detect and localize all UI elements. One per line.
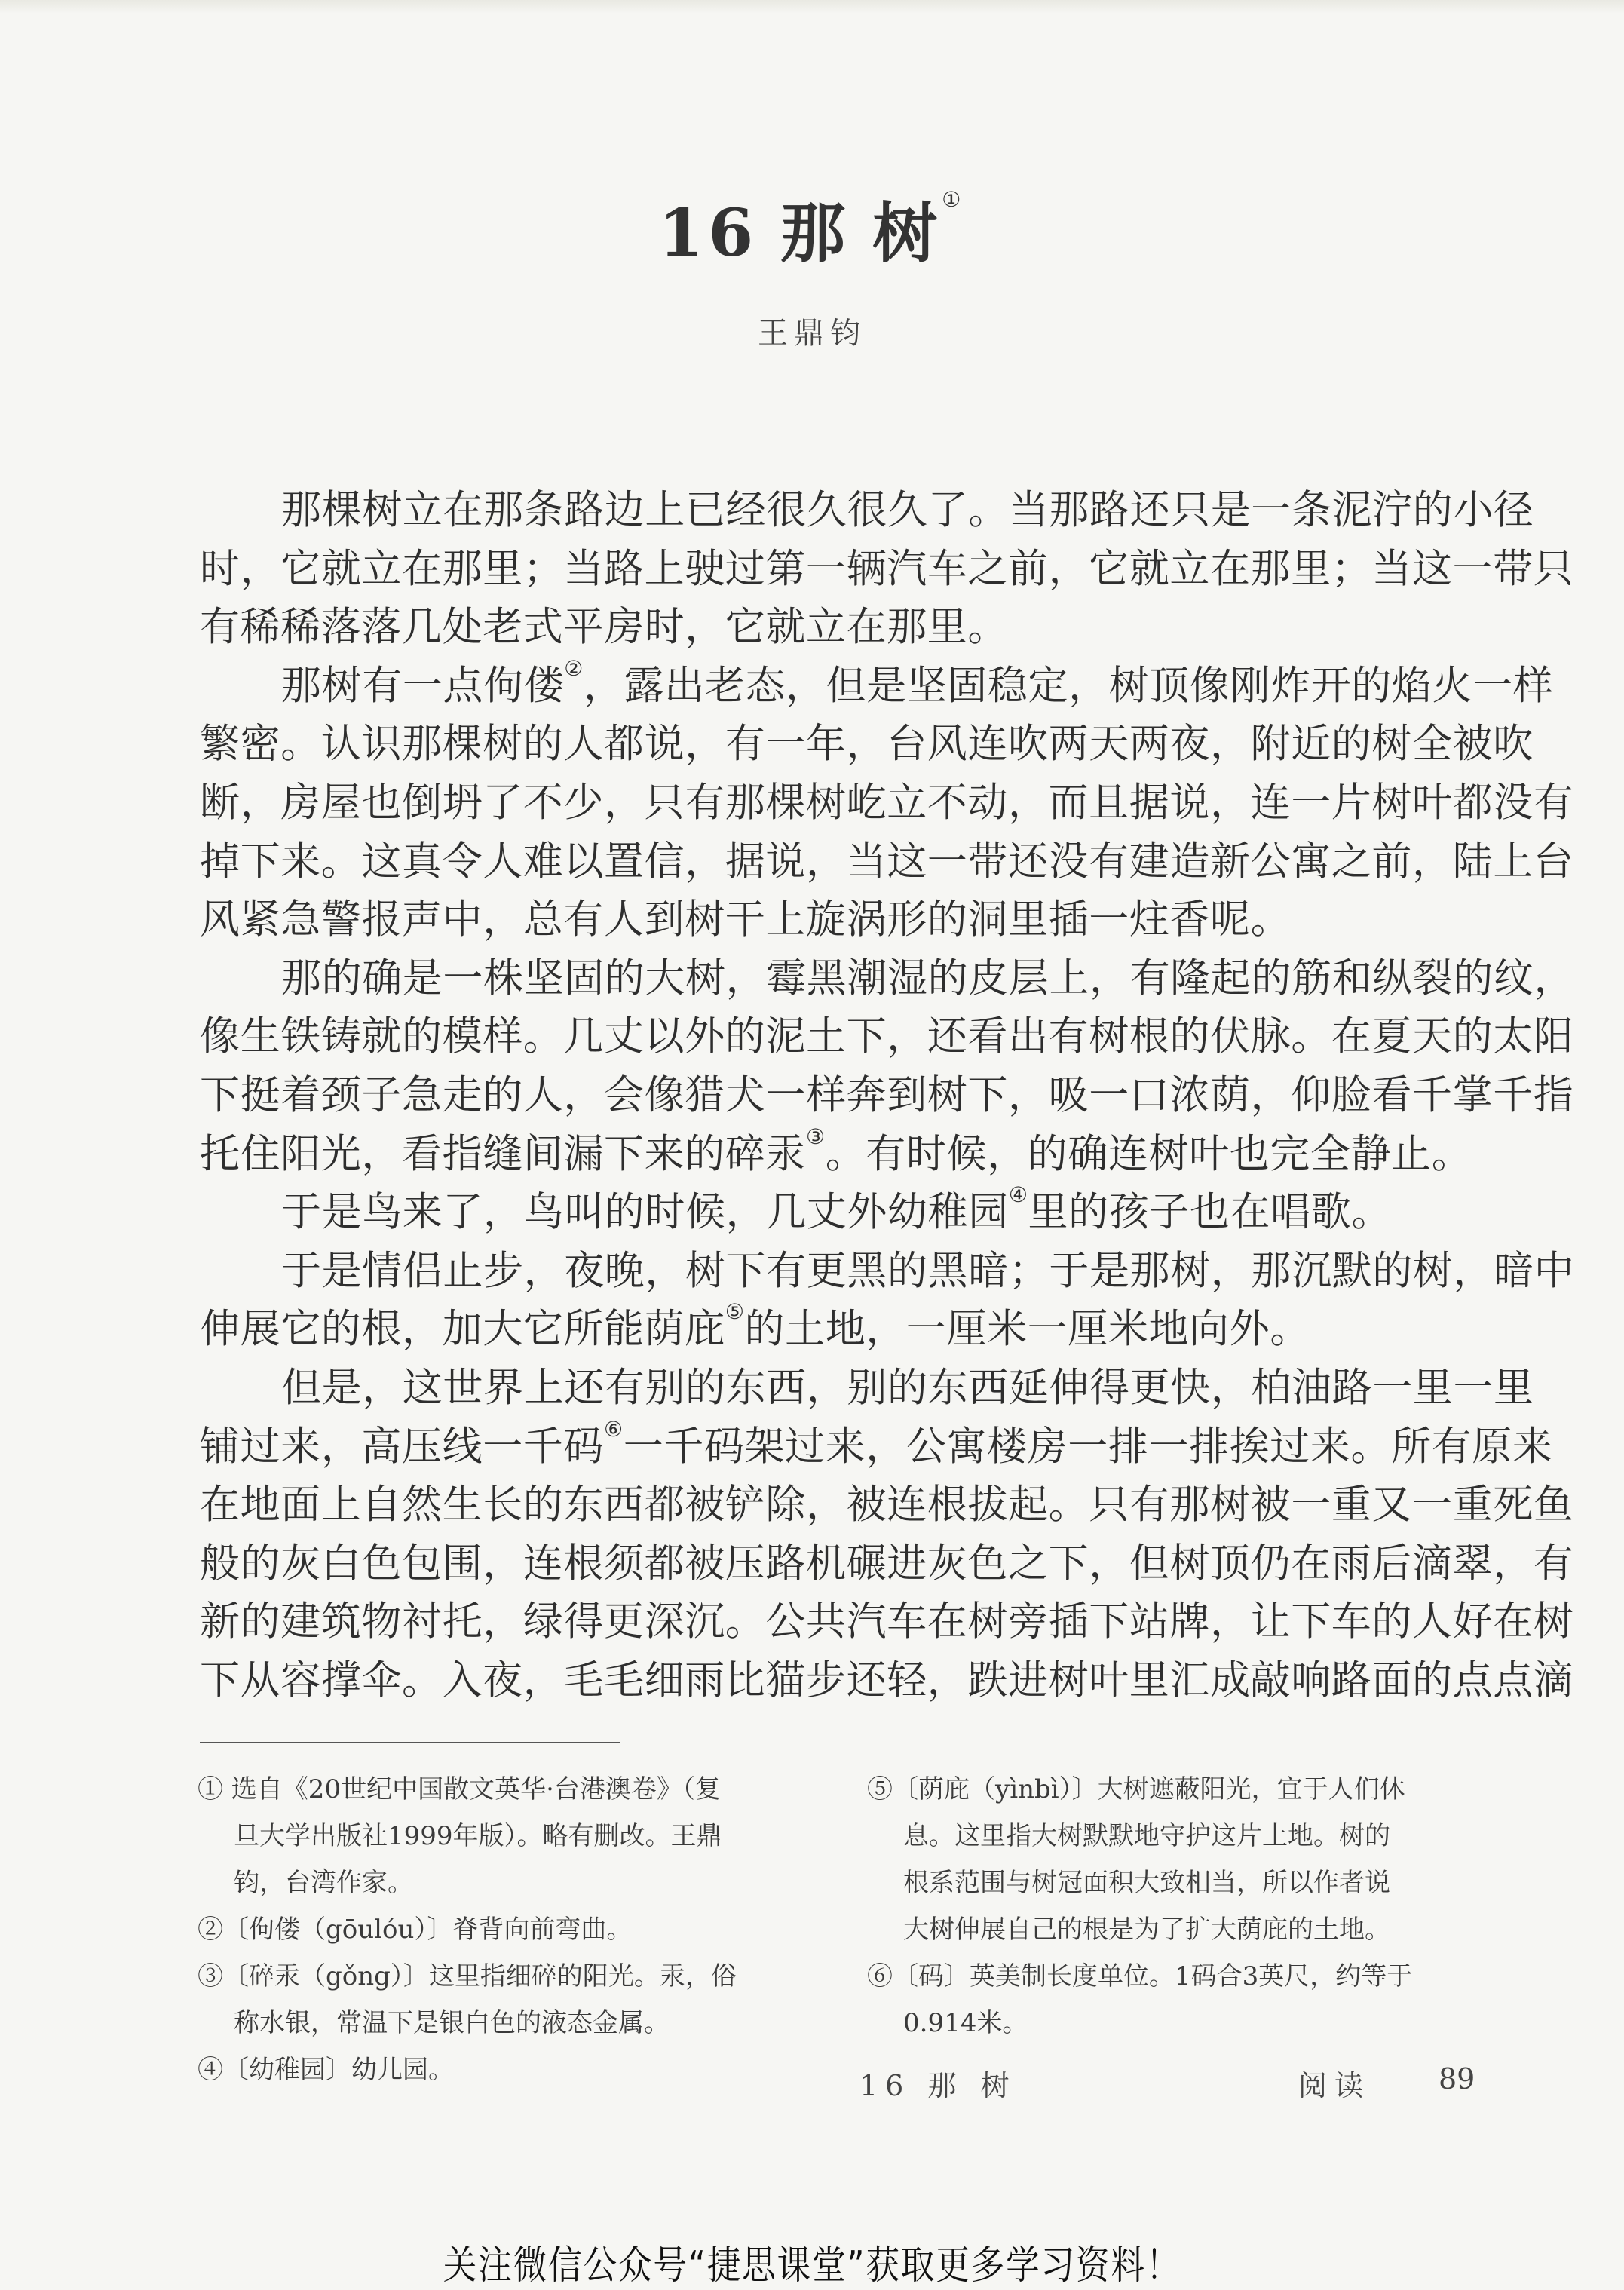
footnote-line: 大树伸展自己的根是为了扩大荫庇的土地。: [903, 1914, 1390, 1945]
paragraph-line: 下从容撑伞。入夜，毛毛细雨比猫步还轻，跌进树叶里汇成敲响路面的点点滴: [200, 1657, 1574, 1703]
footnote: [198, 1953, 816, 2046]
watermark-notice: 关注微信公众号“捷思课堂”获取更多学习资料！: [443, 2243, 1181, 2288]
footnote-divider: [200, 1742, 620, 1743]
footer-chapter: 16 那 树: [859, 2069, 1017, 2102]
footnote-line: 息。这里指大树默默地守护这片土地。树的: [903, 1821, 1390, 1851]
footnotes-left-column: [198, 1766, 816, 2093]
page-top-edge: [0, 0, 1624, 14]
footnote-line: ④〔幼稚园〕幼儿园。: [198, 2055, 454, 2085]
footer-section: 阅读: [1298, 2069, 1371, 2102]
paragraph-line: 那树有一点佝偻②，露出老态，但是坚固稳定，树顶像刚炸开的焰火一样: [281, 655, 1554, 709]
paragraph-line: 在地面上自然生长的东西都被铲除，被连根拔起。只有那树被一重又一重死鱼: [200, 1482, 1574, 1528]
paragraph-line: 那的确是一株坚固的大树，霉黑潮湿的皮层上，有隆起的筋和纵裂的纹，: [281, 955, 1575, 1001]
paragraph-line: 于是鸟来了，鸟叫的时候，几丈外幼稚园④里的孩子也在唱歌。: [281, 1182, 1392, 1236]
paragraph-line: 下挺着颈子急走的人，会像猎犬一样奔到树下，吸一口浓荫，仰脸看千掌千指: [200, 1071, 1574, 1118]
title-word: 那: [780, 195, 850, 271]
paragraph-line: 断，房屋也倒坍了不少，只有那棵树屹立不动，而且据说，连一片树叶都没有: [200, 779, 1574, 826]
footnote-ref: ③: [806, 1124, 826, 1149]
paragraph-line: 托住阳光，看指缝间漏下来的碎汞③。有时候，的确连树叶也完全静止。: [200, 1124, 1472, 1177]
paragraph-line: 铺过来，高压线一千码⑥一千码架过来，公寓楼房一排一排挨过来。所有原来: [200, 1416, 1553, 1470]
footnote-line: 钧，台湾作家。: [234, 1868, 413, 1898]
author: 王鼎钧: [758, 316, 866, 351]
footnote-line: ⑥〔码〕英美制长度单位。1码合3英尺，约等于: [867, 1961, 1413, 1991]
paragraph-line: 掉下来。这真令人难以置信，据说，当这一带还没有建造新公寓之前，陆上台: [200, 838, 1574, 884]
paragraph-line: 般的灰白色包围，连根须都被压路机碾进灰色之下，但树顶仍在雨后滴翠，有: [200, 1540, 1574, 1586]
paragraph-line: 于是情侣止步，夜晚，树下有更黑的黑暗；于是那树，那沉默的树，暗中: [281, 1247, 1575, 1294]
title-word: 树: [872, 195, 942, 271]
footnote-ref: ①: [942, 187, 966, 212]
footnote-line: 0.914米。: [903, 2008, 1028, 2038]
footnote-line: ① 选自《20世纪中国散文英华·台港澳卷》（复: [198, 1774, 721, 1804]
lesson-number: 16: [658, 195, 758, 271]
footnote-ref: ④: [1008, 1182, 1028, 1208]
article-body: [200, 481, 1575, 1709]
paragraph-line: 时，它就立在那里；当路上驶过第一辆汽车之前，它就立在那里；当这一带只: [200, 545, 1574, 592]
paragraph-line: 像生铁铸就的模样。几丈以外的泥土下，还看出有树根的伏脉。在夏天的太阳: [200, 1013, 1574, 1060]
footnote: [198, 1766, 816, 1906]
footnote: [198, 1906, 816, 1953]
footnote-line: ⑤〔荫庇（yìnbì）〕大树遮蔽阳光，宜于人们休: [867, 1774, 1405, 1804]
paragraph-line: 新的建筑物衬托，绿得更深沉。公共汽车在树旁插下站牌，让下车的人好在树: [200, 1599, 1574, 1645]
footnote: [867, 1766, 1485, 1953]
footnote-line: 旦大学出版社1999年版）。略有删改。王鼎: [234, 1821, 722, 1851]
paragraph-line: 那棵树立在那条路边上已经很久很久了。当那路还只是一条泥泞的小径: [281, 487, 1534, 533]
footnote-line: 称水银，常温下是银白色的液态金属。: [234, 2008, 670, 2038]
footnote-line: ③〔碎汞（gǒng）〕这里指细碎的阳光。汞，俗: [198, 1961, 737, 1991]
page-number: 89: [1439, 2062, 1475, 2095]
paragraph-line: 但是，这世界上还有别的东西，别的东西延伸得更快，柏油路一里一里: [281, 1364, 1534, 1411]
footnote-line: 根系范围与树冠面积大致相当，所以作者说: [903, 1868, 1390, 1898]
footnote: [198, 2046, 816, 2093]
paragraph-line: 繁密。认识那棵树的人都说，有一年，台风连吹两天两夜，附近的树全被吹: [200, 721, 1534, 768]
footnote-ref: ⑤: [725, 1299, 745, 1325]
footnote-line: ②〔佝偻（gōulóu）〕脊背向前弯曲。: [198, 1914, 633, 1945]
footnotes-right-column: [867, 1766, 1485, 2046]
footnote: [867, 1953, 1485, 2046]
paragraph-line: 伸展它的根，加大它所能荫庇⑤的土地，一厘米一厘米地向外。: [200, 1299, 1310, 1353]
footnote-ref: ⑥: [604, 1416, 624, 1442]
page-title: [0, 181, 1624, 274]
footnote-ref: ②: [564, 655, 584, 681]
paragraph-line: 有稀稀落落几处老式平房时，它就立在那里。: [200, 604, 1008, 651]
paragraph-line: 风紧急警报声中，总有人到树干上旋涡形的洞里插一炷香呢。: [200, 897, 1292, 943]
